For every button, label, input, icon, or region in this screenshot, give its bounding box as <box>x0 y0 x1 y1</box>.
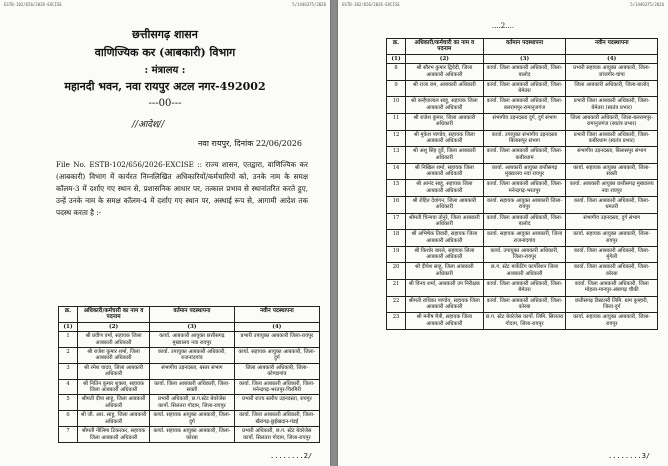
order-title: //आदेश// <box>132 120 165 130</box>
cell-new-posting: कार्या. जिला आबकारी अधिकारी, जिला-खैरागढ़-छुईखदान-गंडई <box>234 411 319 427</box>
cell-name: श्री अंशु सिंह दुर्वे, जिला आबकारी अधिकारी <box>406 147 484 164</box>
cell-new-posting: कार्या. जिला आबकारी अधिकारी, जिला मोहला-मानपुर-अंबागढ़ चौकी <box>566 279 658 296</box>
cell-current-posting: कार्या. उपायुक्त संभागीय उड़नदस्ता बिलासपुर संभाग <box>483 130 566 147</box>
cell-name: श्री निखिल शर्मा, सहायक जिला आबकारी अधिकारी <box>406 163 484 180</box>
cell-new-posting: कार्या. जिला आबकारी अधिकारी, जिला-धमतरी <box>566 196 658 213</box>
cell-current-posting: कार्या. जिला आबकारी अधिकारी, जिला-बलरामपुर-रामानुजगंज <box>483 97 566 114</box>
col-number: (1) <box>59 322 78 331</box>
cell-current-posting: कार्या. सहायक आयुक्त आबकारी, जिला राजनांदगांव <box>483 230 566 247</box>
table-row <box>387 263 658 280</box>
cell-current-posting: कार्या. सहायक आयुक्त आबकारी, जिला-दुर्ग <box>150 411 235 427</box>
cell-name: श्री प्रवीण वर्मा, सहायक जिला आबकारी अधिकारी <box>78 332 150 348</box>
col-header-name: अधिकारी/कर्मचारी का नाम व पदनाम <box>406 39 484 55</box>
cell-sr: 4 <box>59 379 78 395</box>
cell-new-posting: कार्या. सहायक आयुक्त आबकारी, जिला-सक्ती <box>566 163 658 180</box>
transfer-table <box>58 306 320 443</box>
cell-new-posting: प्रभारी सहायक आयुक्त आबकारी, जिला-जांजगीर-चांपा <box>566 64 658 81</box>
cell-sr: 23 <box>387 313 406 330</box>
cell-sr: 5 <box>59 395 78 411</box>
cell-sr: 12 <box>387 130 406 147</box>
cell-current-posting: कार्या. जिला आबकारी अधिकारी, जिला-सक्ती <box>150 379 235 395</box>
cell-new-posting: संभागीय उड़नदस्ता, दुर्ग संभाग <box>566 213 658 230</box>
cell-new-posting: जिला आबकारी अधिकारी, जिला-बलरामपुर-रामानुजगंज (स्वतंत्र प्रभार) <box>566 114 658 131</box>
cell-name: श्री नितिन कुमार शुक्ला, सहायक जिला आबकारी अधिकारी <box>78 379 150 395</box>
cell-current-posting: कार्या. जिला आबकारी अधिकारी, जिला-कोरबा <box>483 296 566 313</box>
col-header-new: नवीन पदस्थापना <box>566 39 658 55</box>
cell-sr: 20 <box>387 263 406 280</box>
page-number: ....2.... <box>491 22 515 30</box>
table-row <box>59 411 320 427</box>
cell-current-posting: कार्या. उपायुक्त आबकारी अधिकारी, जिला-रायपुर <box>483 246 566 263</box>
page-header <box>338 0 668 9</box>
table-row <box>59 348 320 364</box>
table-row <box>387 163 658 180</box>
cell-sr: 6 <box>59 411 78 427</box>
cell-name: श्री दीपेश साहू, जिला आबकारी अधिकारी <box>406 263 484 280</box>
cell-current-posting: कार्या. आबकारी आयुक्त छत्तीसगढ़ मुख्यालय नवा रायपुर <box>150 332 235 348</box>
cell-new-posting: कार्या. आबकारी आयुक्त छत्तीसगढ़ मुख्यालय नवा रायपुर <box>566 180 658 197</box>
col-number: (2) <box>406 54 484 63</box>
cell-current-posting: कार्या. जिला आबकारी अधिकारी, जिला-बालोद <box>483 64 566 81</box>
cell-current-posting: कार्या. जिला आबकारी अधिकारी, जिला-बालोद <box>483 213 566 230</box>
col-header-new: नवीन पदस्थापना <box>234 307 319 323</box>
col-number: (1) <box>387 54 406 63</box>
cell-sr: 1 <box>59 332 78 348</box>
col-header-name: अधिकारी/कर्मचारी का नाम व पदनाम <box>78 307 150 323</box>
cell-sr: 11 <box>387 114 406 131</box>
document-page-1 <box>0 0 330 466</box>
order-body: File No. ESTB-102/656/2026-EXCISE :: राज्य शासन, एतद्वारा, वाणिज्यिक कर (आबकारी) विभाग में कार्यरत निम्नलिखित अधिकारियों/कर्मचारियों को, उनके नाम के समक्ष कॉलम-3 में दर्शाए गए स्थान से, प्रशासनिक आधार पर, तत्काल प्रभाव से स्थानांतरित करते हुए, उन्हें उनके नाम के समक्ष कॉलम-4 में दर्शाए गए स्थान पर, अस्थाई रूप से, आगामी आदेश तक पदस्थ करता है :- <box>56 160 308 217</box>
file-number: ESTB-102/656/2026-EXCISE <box>342 2 400 7</box>
cell-sr: 15 <box>387 180 406 197</box>
cell-name: श्रीमती राधिका पाण्डेय, सहायक जिला आबकारी अधिकारी <box>406 296 484 313</box>
table-row <box>387 230 658 247</box>
cell-current-posting: छ.ग. स्टेट मार्केटिंग कार्पोरेशन जिला आबकारी अधिकारी <box>483 263 566 280</box>
cell-new-posting: कार्या. जिला आबकारी अधिकारी, जिला-मुंगेली <box>566 246 658 263</box>
cell-name: श्री मुकेश पाण्डेय, सहायक जिला आबकारी अधिकारी <box>406 130 484 147</box>
cell-sr: 13 <box>387 147 406 164</box>
cell-name: श्री राजेश कुमार शर्मा, जिला आबकारी अधिकारी <box>78 348 150 364</box>
mantralaya-title: : मंत्रालय : <box>144 65 186 76</box>
table-row <box>387 313 658 330</box>
table-row <box>387 114 658 131</box>
cell-sr: 2 <box>59 348 78 364</box>
cell-name: श्री कन्हैयालाल साहू, सहायक जिला आबकारी अधिकारी <box>406 97 484 114</box>
col-header-current: वर्तमान पदस्थापना <box>150 307 235 323</box>
col-header-sr: क्र. <box>387 39 406 55</box>
cell-current-posting: कार्या. जिला आबकारी अधिकारी, जिला-बेमेतरा <box>483 80 566 97</box>
cell-current-posting: कार्या. जिला आबकारी अधिकारी, जिला-मनेन्द्रगढ़-भरतपुर <box>483 180 566 197</box>
cell-current-posting: कार्या. जिला आबकारी अधिकारी, जिला-बेमेतरा <box>483 279 566 296</box>
table-row <box>59 395 320 411</box>
cell-sr: 8 <box>387 64 406 81</box>
receipt-number: 5/1446375/2026 <box>630 2 664 7</box>
cell-name: श्री अभिषेक तिवारी, सहायक जिला आबकारी अधिकारी <box>406 230 484 247</box>
cell-new-posting: प्रभारी जिला आबकारी अधिकारी, जिला-कबीरधाम (स्वतंत्र प्रभार) <box>566 130 658 147</box>
cell-current-posting: कार्या. उपायुक्त आबकारी अधिकारी, राजनांदगांव <box>150 348 235 364</box>
cell-new-posting: प्रभारी उपायुक्त आबकारी जिला-रायपुर <box>234 332 319 348</box>
cell-name: श्री विनय शर्मा, आबकारी उप निरीक्षक <box>406 279 484 296</box>
cell-new-posting: छत्तीसगढ़ डिस्टलरी लिमि. ग्राम कुम्हारी, जिला-दुर्ग <box>566 296 658 313</box>
cell-new-posting: प्रभारी जिला आबकारी अधिकारी, जिला-बेमेतरा (स्वतंत्र प्रभार) <box>566 97 658 114</box>
cell-name: श्री मनीष मैत्री, सहायक जिला आबकारी अधिकारी <box>406 313 484 330</box>
col-number: (3) <box>483 54 566 63</box>
table-row <box>387 130 658 147</box>
cell-new-posting: प्रभारी राज्य स्तरीय उड़नदस्ता, रायपुर <box>234 395 319 411</box>
cell-current-posting: संभागीय उड़नदस्ता दुर्ग, दुर्ग संभाग <box>483 114 566 131</box>
cell-name: श्री राजा राम, आबकारी अधिकारी <box>406 80 484 97</box>
office-address: महानदी भवन, नवा रायपुर अटल नगर-492002 <box>64 80 266 93</box>
receipt-number: 5/1446375/2026 <box>292 2 326 7</box>
transfer-table <box>386 38 658 330</box>
cell-new-posting: कार्या. जिला आबकारी अधिकारी, जिला-कोरबा <box>566 263 658 280</box>
cell-name: श्रीमती दीपा साहू, जिला आबकारी अधिकारी <box>78 395 150 411</box>
page-header <box>0 0 330 9</box>
table-row <box>387 64 658 81</box>
table-row <box>59 379 320 395</box>
cell-new-posting: जिला आबकारी अधिकारी, जिला-बालोद <box>566 80 658 97</box>
table-row <box>59 332 320 348</box>
cell-sr: 18 <box>387 230 406 247</box>
department-title: वाणिज्यिक कर (आबकारी) विभाग <box>94 46 236 59</box>
table-row <box>59 427 320 443</box>
table-row <box>387 279 658 296</box>
table-row <box>387 213 658 230</box>
col-number: (3) <box>150 322 235 331</box>
cell-name: श्रीमती नीलिमा टिकरकर, सहायक जिला आबकारी अधिकारी <box>78 427 150 443</box>
document-page-2 <box>338 0 668 466</box>
col-number: (4) <box>234 322 319 331</box>
cell-sr: 9 <box>387 80 406 97</box>
cell-name: श्री आनंद साहू, सहायक जिला आबकारी अधिकारी <box>406 180 484 197</box>
col-header-sr: क्र. <box>59 307 78 323</box>
divider: ---00--- <box>148 98 182 109</box>
cell-name: श्री जी. आर. साहू, जिला आबकारी अधिकारी <box>78 411 150 427</box>
government-title: छत्तीसगढ़ शासन <box>132 28 198 41</box>
cell-name: श्रीमती चिन्मया तोनुरे, जिला आबकारी अधिकारी <box>406 213 484 230</box>
cell-sr: 3 <box>59 363 78 379</box>
cell-new-posting: प्रभारी अधिकारी, छ.ग. स्टेट बेवरेजेस कार्पो. सिलतरा गोदाम, जिला-रायपुर <box>234 427 319 443</box>
cell-sr: 21 <box>387 279 406 296</box>
cell-new-posting: संभागीय उड़नदस्ता, बिलासपुर संभाग <box>566 147 658 164</box>
place-date: नवा रायपुर, दिनांक 22/06/2026 <box>197 139 302 148</box>
cell-name: श्री सौरभ कुमार द्विवेदी, जिला आबकारी अधिकारी <box>406 64 484 81</box>
cell-sr: 16 <box>387 196 406 213</box>
cell-current-posting: कार्या. सहायक आयुक्त आबकारी, जिला-कोरबा <box>150 427 235 443</box>
cell-sr: 10 <box>387 97 406 114</box>
col-number: (2) <box>78 322 150 331</box>
file-number: ESTB-102/656/2026-EXCISE <box>4 2 62 7</box>
table-row <box>387 97 658 114</box>
cell-new-posting: कार्या. सहायक आयुक्त आबकारी, जिला-दुर्ग <box>234 348 319 364</box>
cell-current-posting: प्रभारी अधिकारी, छ.ग.स्टेट बेवरेजेस कार्पो. सिलतरा गोदाम, जिला-रायपुर <box>150 395 235 411</box>
table-row <box>387 246 658 263</box>
cell-sr: 22 <box>387 296 406 313</box>
cell-sr: 19 <box>387 246 406 263</box>
cell-new-posting: जिला आबकारी अधिकारी, जिला-कोण्डागांव <box>234 363 319 379</box>
col-header-current: वर्तमान पदस्थापना <box>483 39 566 55</box>
cell-sr: 14 <box>387 163 406 180</box>
cell-name: श्री रमेश यादव, जिला आबकारी अधिकारी <box>78 363 150 379</box>
table-row <box>387 180 658 197</box>
cell-current-posting: कार्या. आबकारी आयुक्त छत्तीसगढ़ मुख्यालय नवा रायपुर <box>483 163 566 180</box>
table-row <box>387 147 658 164</box>
cell-current-posting: छ.ग. स्टेट बेवरेजेस कार्पो. लिमि. सिलतरा गोदाम, जिला-रायपुर <box>483 313 566 330</box>
cell-current-posting: कार्या. सहायक आयुक्त आबकारी जिला-रायपुर <box>483 196 566 213</box>
col-number: (4) <box>566 54 658 63</box>
table-row <box>387 296 658 313</box>
table-row <box>387 196 658 213</box>
cell-sr: 7 <box>59 427 78 443</box>
cell-new-posting: कार्या. सहायक आयुक्त आबकारी, जिला-रायपुर <box>566 313 658 330</box>
cell-name: श्री रोहित देवांगन, जिला आबकारी अधिकारी <box>406 196 484 213</box>
cell-current-posting: कार्या. जिला आबकारी अधिकारी, जिला-कबीरधाम <box>483 147 566 164</box>
cell-new-posting: कार्या. जिला आबकारी अधिकारी, जिला-मनेन्द्रगढ़-भरतपुर-चिरमिरी <box>234 379 319 395</box>
cell-current-posting: संभागीय उड़नदस्ता, बस्तर संभाग <box>150 363 235 379</box>
cell-sr: 17 <box>387 213 406 230</box>
table-row <box>59 363 320 379</box>
table-row <box>387 80 658 97</box>
page-footer: ........3/ <box>608 452 651 460</box>
cell-name: श्री राजेश कुमार, जिला आबकारी अधिकारी <box>406 114 484 131</box>
page-footer: ........2/ <box>270 452 313 460</box>
cell-name: श्री किशोर बारले, सहायक जिला आबकारी अधिकारी <box>406 246 484 263</box>
cell-new-posting: कार्या. सहायक आयुक्त आबकारी, जिला-रायपुर <box>566 230 658 247</box>
